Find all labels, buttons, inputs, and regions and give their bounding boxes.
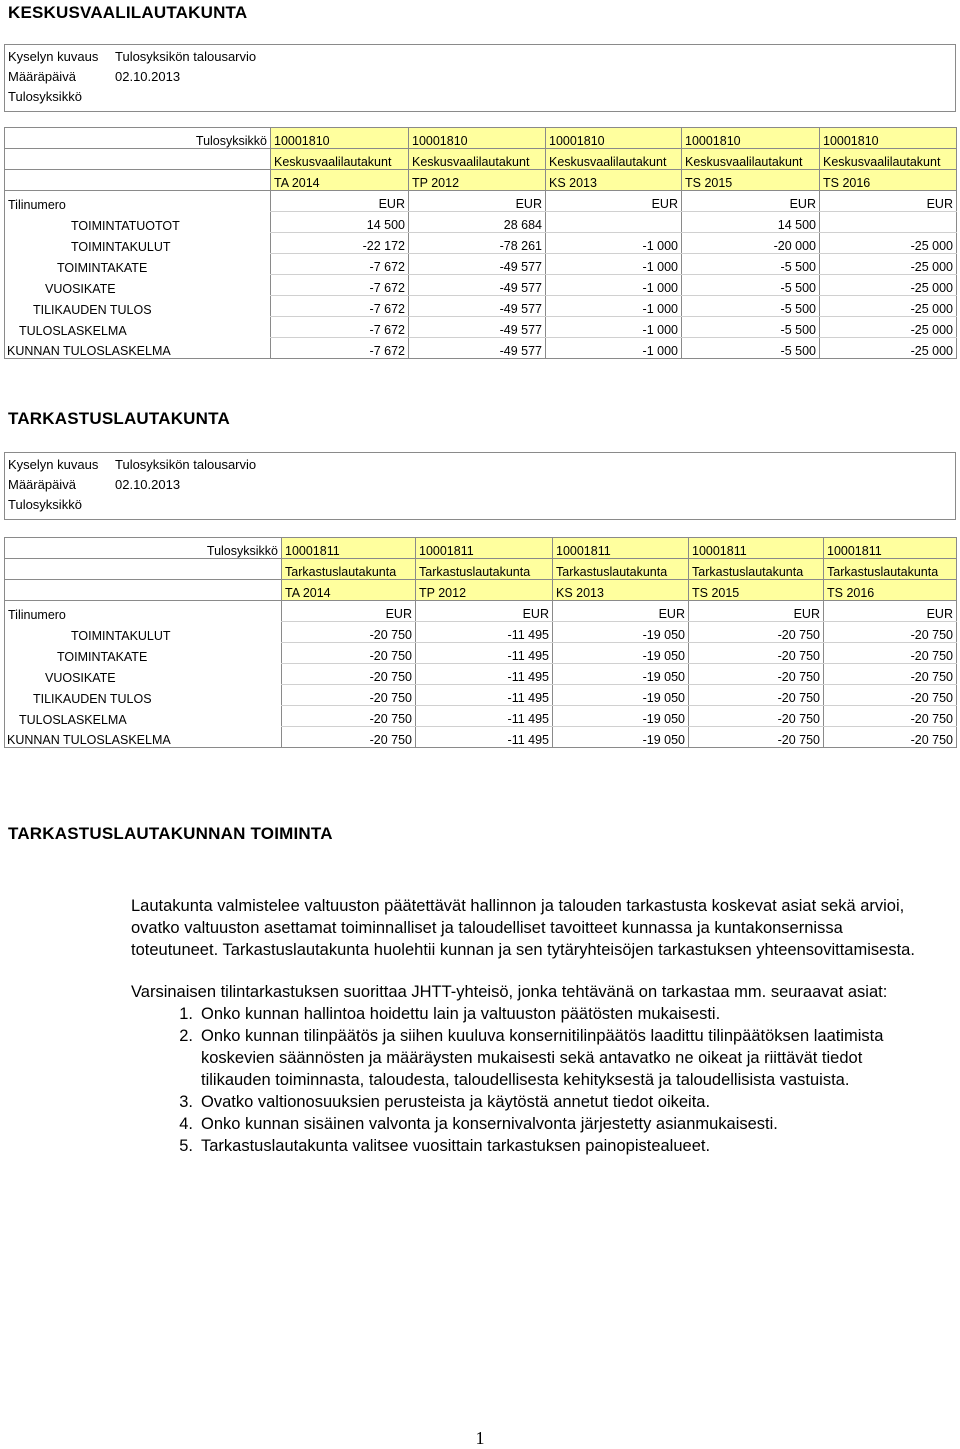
cell-value [820,212,957,233]
unit-header-row [5,128,957,149]
unit-name: Keskusvaalilautakunt [820,149,957,170]
unit-name: Keskusvaalilautakunt [546,149,682,170]
currency-label: EUR [820,191,957,212]
activity-text [131,895,931,1157]
cell-value: -19 050 [553,685,689,706]
cell-value: -20 750 [282,622,416,643]
activity-paragraph: Lautakunta valmistelee valtuuston päätettävät hallinnon ja talouden tarkastusta koskevat asiat sekä arvioi, ovatko valtuuston asettamat toiminnalliset ja taloudelliset tavoitteet kunnassa ja kuntakonsernissa toteutuneet. Tarkastuslautakunta huolehtii kunnan ja sen tytäryhteisöjen tarkastuksen yhteensovittamisesta. [131,897,915,959]
currency-label: EUR [689,601,824,622]
cell-value: -1 000 [546,296,682,317]
unit-name: Keskusvaalilautakunt [682,149,820,170]
cell-value: -11 495 [416,664,553,685]
cell-value: -5 500 [682,254,820,275]
row-label: TOIMINTAKATE [5,643,282,664]
row-label: TILIKAUDEN TULOS [5,296,271,317]
period-row [5,170,957,191]
unit-code: 10001811 [824,538,957,559]
unit-code: 10001810 [546,128,682,149]
row-label: VUOSIKATE [5,275,271,296]
unit-code: 10001810 [271,128,409,149]
list-item-number: 4. [179,1115,193,1133]
row-label: TOIMINTATUOTOT [5,212,271,233]
cell-value: -7 672 [271,296,409,317]
cell-value: 14 500 [682,212,820,233]
cell-value: -11 495 [416,727,553,748]
table-row [5,317,957,338]
table-row [5,622,957,643]
cell-value: -20 000 [682,233,820,254]
unit-name-row [5,559,957,580]
currency-label: EUR [282,601,416,622]
account-number-label: Tilinumero [5,191,271,212]
result-unit-label: Tulosyksikkö [8,497,82,512]
query-info-box [4,44,956,112]
cell-value: -25 000 [820,296,957,317]
unit-name: Keskusvaalilautakunt [271,149,409,170]
cell-value: -7 672 [271,317,409,338]
cell-value: -19 050 [553,727,689,748]
list-item [131,1003,931,1025]
unit-name: Keskusvaalilautakunt [409,149,546,170]
list-item [131,1135,931,1157]
cell-value: -49 577 [409,338,546,359]
account-number-label: Tilinumero [5,601,282,622]
cell-value: -25 000 [820,275,957,296]
list-item-number: 3. [179,1093,193,1111]
cell-value: -49 577 [409,317,546,338]
cell-value: 14 500 [271,212,409,233]
due-date-value: 02.10.2013 [115,477,181,492]
cell-value: -20 750 [689,664,824,685]
cell-value: -11 495 [416,706,553,727]
table-row [5,275,957,296]
period-label: TS 2016 [820,170,957,191]
period-label: TP 2012 [409,170,546,191]
list-item-text: Tarkastuslautakunta valitsee vuosittain tarkastuksen painopistealueet. [201,1137,711,1155]
list-item-text: Onko kunnan tilinpäätös ja siihen kuuluva konsernitilinpäätös laadittu tilinpäätöksen laatimista koskevien säännösten ja määräysten mukaisesti sekä antavatko ne oikeat ja riittävät tiedot tilikauden toiminnasta, taloudesta, taloudellisesta kehityksestä ja taloudellisista vastuista. [201,1027,884,1089]
header-spacer [5,580,282,601]
cell-value: -11 495 [416,643,553,664]
row-label: TOIMINTAKULUT [5,622,282,643]
list-item-number: 5. [179,1137,193,1155]
list-item-number: 1. [179,1005,193,1023]
row-label: TOIMINTAKULUT [5,233,271,254]
list-item [131,1113,931,1135]
cell-value: -22 172 [271,233,409,254]
header-spacer [5,559,282,580]
due-date-value: 02.10.2013 [115,69,181,84]
table-row [5,685,957,706]
table-row [5,706,957,727]
unit-code: 10001811 [689,538,824,559]
cell-value: -20 750 [824,685,957,706]
cell-value: -1 000 [546,275,682,296]
table-row [5,727,957,748]
cell-value: -20 750 [824,622,957,643]
section-title-tarkastuslautakunta: TARKASTUSLAUTAKUNTA [8,409,230,428]
cell-value: -20 750 [689,706,824,727]
period-label: KS 2013 [546,170,682,191]
currency-row [5,601,957,622]
table-row [5,296,957,317]
row-label: TULOSLASKELMA [5,317,271,338]
cell-value: -19 050 [553,643,689,664]
row-label: TOIMINTAKATE [5,254,271,275]
cell-value: -1 000 [546,233,682,254]
unit-code: 10001811 [282,538,416,559]
cell-value: -7 672 [271,338,409,359]
list-item [131,1091,931,1113]
cell-value: -5 500 [682,317,820,338]
query-description-value: Tulosyksikön talousarvio [115,49,257,64]
row-label: TULOSLASKELMA [5,706,282,727]
cell-value: -5 500 [682,296,820,317]
unit-name: Tarkastuslautakunta [689,559,824,580]
unit-code: 10001811 [416,538,553,559]
currency-label: EUR [409,191,546,212]
list-item-text: Ovatko valtionosuuksien perusteista ja käytöstä annetut tiedot oikeita. [201,1093,711,1111]
query-info-box [4,452,956,520]
cell-value: -25 000 [820,233,957,254]
cell-value: -20 750 [282,727,416,748]
section-title-keskusvaalilautakunta: KESKUSVAALILAUTAKUNTA [8,3,248,22]
cell-value: -20 750 [689,685,824,706]
cell-value: -7 672 [271,275,409,296]
cell-value: -19 050 [553,622,689,643]
budget-table-keskusvaalilautakunta [4,127,957,359]
query-description-value: Tulosyksikön talousarvio [115,457,257,472]
cell-value: -20 750 [282,685,416,706]
period-label: KS 2013 [553,580,689,601]
cell-value: -1 000 [546,254,682,275]
unit-code: 10001810 [409,128,546,149]
due-date-label: Määräpäivä [8,69,76,84]
cell-value: -5 500 [682,338,820,359]
unit-name: Tarkastuslautakunta [416,559,553,580]
currency-label: EUR [553,601,689,622]
table-row [5,664,957,685]
currency-label: EUR [271,191,409,212]
list-item-text: Onko kunnan sisäinen valvonta ja konsernivalvonta järjestetty asianmukaisesti. [201,1115,778,1133]
currency-row [5,191,957,212]
cell-value: -7 672 [271,254,409,275]
cell-value: -1 000 [546,338,682,359]
cell-value: -25 000 [820,338,957,359]
period-label: TP 2012 [416,580,553,601]
currency-label: EUR [416,601,553,622]
cell-value: -20 750 [824,727,957,748]
cell-value: -20 750 [824,643,957,664]
row-label: KUNNAN TULOSLASKELMA [5,727,282,748]
activity-title: TARKASTUSLAUTAKUNNAN TOIMINTA [8,824,333,843]
unit-name: Tarkastuslautakunta [282,559,416,580]
unit-code: 10001810 [682,128,820,149]
cell-value: -49 577 [409,296,546,317]
period-label: TS 2015 [682,170,820,191]
due-date-label: Määräpäivä [8,477,76,492]
period-label: TA 2014 [271,170,409,191]
row-label: KUNNAN TULOSLASKELMA [5,338,271,359]
row-label: TILIKAUDEN TULOS [5,685,282,706]
cell-value: -19 050 [553,664,689,685]
cell-value: -1 000 [546,317,682,338]
table-row [5,212,957,233]
list-item-number: 2. [179,1027,193,1045]
cell-value: -20 750 [282,706,416,727]
period-label: TS 2016 [824,580,957,601]
cell-value: -25 000 [820,317,957,338]
unit-name: Tarkastuslautakunta [824,559,957,580]
header-spacer [5,170,271,191]
query-description-label: Kyselyn kuvaus [8,49,99,64]
period-row [5,580,957,601]
query-description-label: Kyselyn kuvaus [8,457,99,472]
cell-value: -20 750 [689,727,824,748]
row-label: VUOSIKATE [5,664,282,685]
cell-value: -11 495 [416,622,553,643]
unit-code: 10001811 [553,538,689,559]
cell-value: -20 750 [282,664,416,685]
currency-label: EUR [824,601,957,622]
period-label: TA 2014 [282,580,416,601]
cell-value: -49 577 [409,275,546,296]
cell-value: -78 261 [409,233,546,254]
cell-value: -25 000 [820,254,957,275]
currency-label: EUR [546,191,682,212]
budget-table-tarkastuslautakunta [4,537,957,748]
unit-label: Tulosyksikkö [5,128,271,149]
table-row [5,338,957,359]
cell-value: -20 750 [824,706,957,727]
audit-items-list [131,1003,931,1157]
cell-value: -19 050 [553,706,689,727]
cell-value [546,212,682,233]
table-row [5,643,957,664]
unit-code: 10001810 [820,128,957,149]
cell-value: -20 750 [824,664,957,685]
table-row [5,254,957,275]
cell-value: -20 750 [689,643,824,664]
unit-name-row [5,149,957,170]
cell-value: -11 495 [416,685,553,706]
unit-name: Tarkastuslautakunta [553,559,689,580]
audit-paragraph: Varsinaisen tilintarkastuksen suorittaa JHTT-yhteisö, jonka tehtävänä on tarkastaa mm. seuraavat asiat: [131,983,888,1001]
result-unit-label: Tulosyksikkö [8,89,82,104]
cell-value: -20 750 [689,622,824,643]
list-item [131,1025,931,1091]
period-label: TS 2015 [689,580,824,601]
cell-value: -20 750 [282,643,416,664]
page-number: 1 [475,1428,485,1448]
table-row [5,233,957,254]
header-spacer [5,149,271,170]
unit-label: Tulosyksikkö [5,538,282,559]
cell-value: -49 577 [409,254,546,275]
currency-label: EUR [682,191,820,212]
list-item-text: Onko kunnan hallintoa hoidettu lain ja valtuuston päätösten mukaisesti. [201,1005,721,1023]
cell-value: -5 500 [682,275,820,296]
cell-value: 28 684 [409,212,546,233]
unit-header-row [5,538,957,559]
